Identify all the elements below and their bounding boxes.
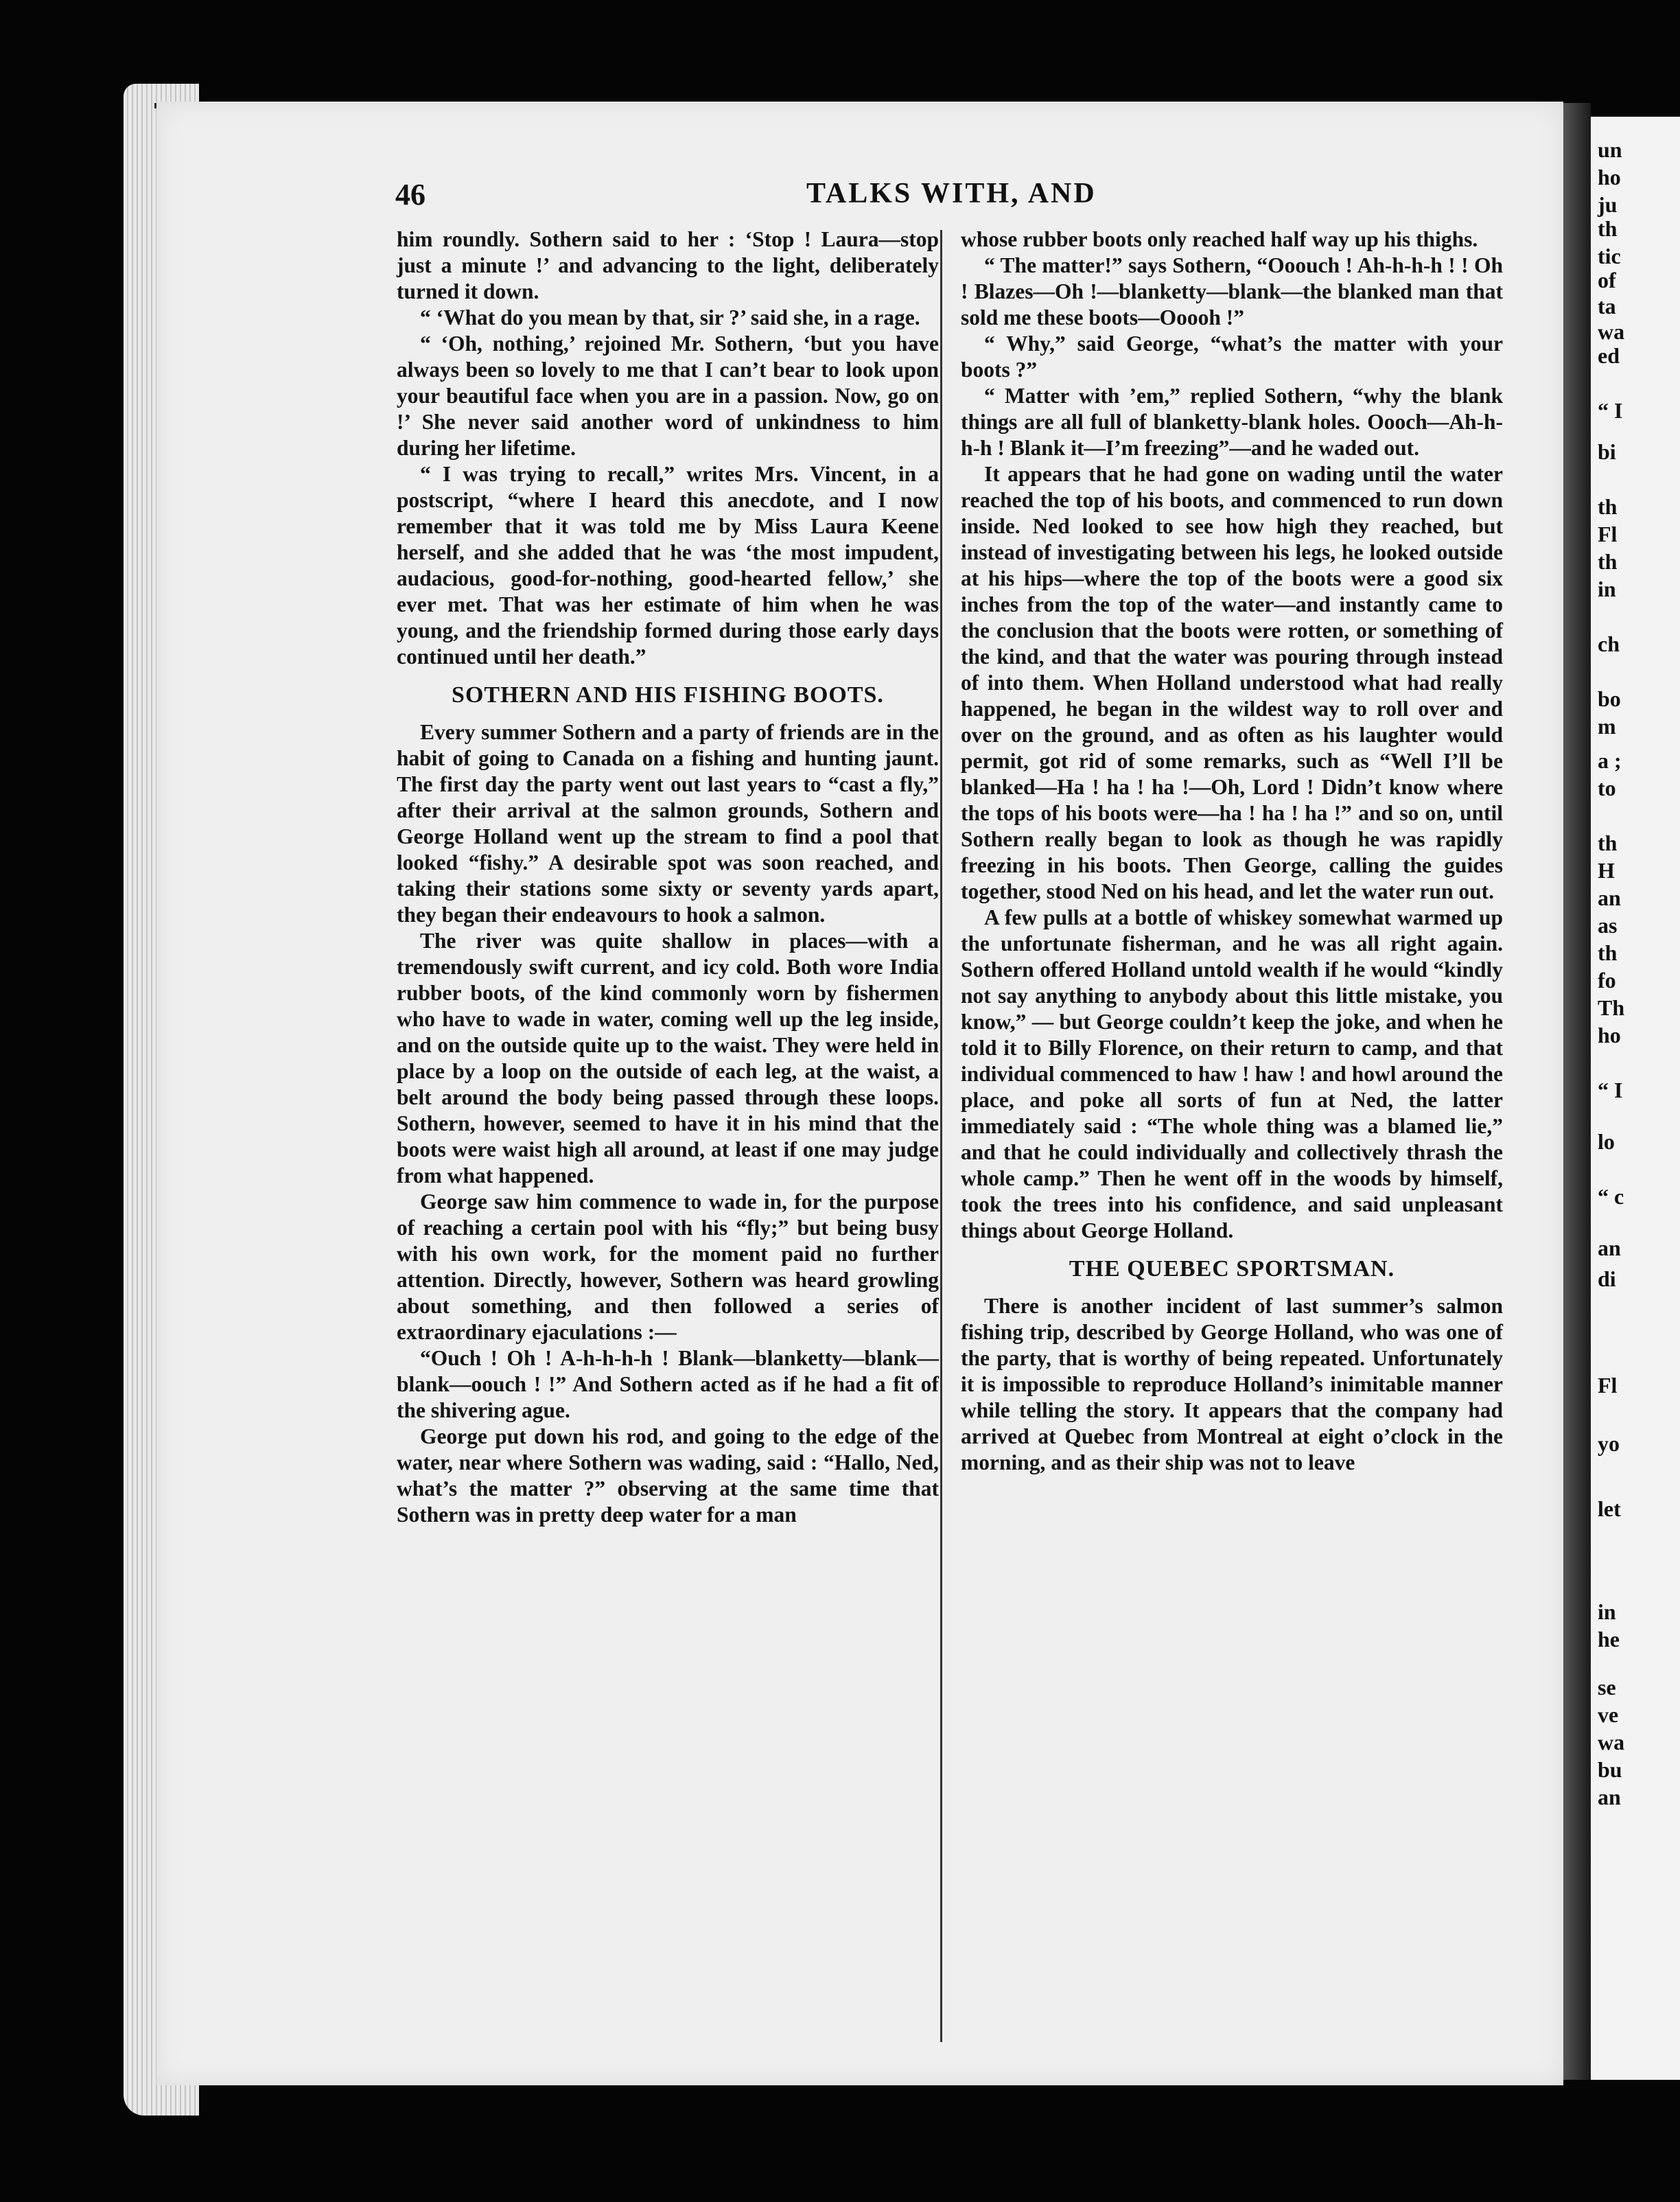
section-heading: SOTHERN AND HIS FISHING BOOTS. [452, 682, 884, 708]
paragraph: There is another incident of last summer’s salmon fishing trip, described by George Holland, who was one of the party, that is worthy of being repeated. Unfortunately it is impossible to reproduce Holland’s inimitable manner while telling the story. It appears that the company had arrived at Quebec from Montreal at eight o’clock in the morning, and as their ship was not to leave [961, 1294, 1503, 1474]
paragraph: A few pulls at a bottle of whiskey somewhat warmed up the unfortunate fisherman, and he was all right again. Sothern offered Holland untold wealth if he would “kindly not say anything to anybody about this little mistake, you know,” — but George couldn’t keep the joke, and when he told it to Billy Florence, on their return to camp, and that individual commenced to haw ! haw ! and howl around the place, and poke all sorts of fun at Ned, the latter immediately said : “The whole thing was a blamed lie,” and that he could individually and collectively thrash the whole camp.” Then he went off in the woods by himself, took the trees into his confidence, and said unpleasant things about George Holland. [961, 905, 1503, 1242]
paragraph: Every summer Sothern and a party of friends are in the habit of going to Canada on a fishing and hunting jaunt. The first day the party went out last years to “cast a fly,” after their arrival at the salmon grounds, Sothern and George Holland went up the stream to find a pool that looked “fishy.” A desirable spot was soon reached, and taking their stations some sixty or seventy yards apart, they began their endeavours to hook a salmon. [397, 720, 939, 927]
next-page-text: th [1598, 831, 1618, 855]
next-page-text: un [1598, 137, 1622, 162]
next-page-text: bu [1598, 1757, 1622, 1782]
paragraph: “ ‘Oh, nothing,’ rejoined Mr. Sothern, ‘but you have always been so lovely to me that I can’t bear to look upon your beautiful face when you are in a passion. Now, go on !’ She never said another word of unkindness to him during her lifetime. [397, 332, 939, 460]
next-page-text: let [1598, 1496, 1621, 1521]
next-page-text: bo [1598, 686, 1621, 711]
running-head: TALKS WITH, AND [806, 178, 1097, 209]
next-page-text: Fl [1598, 522, 1618, 546]
next-page-text: an [1598, 1236, 1621, 1260]
next-page-text: lo [1598, 1129, 1615, 1154]
next-page-text: “ I [1598, 1078, 1623, 1102]
next-page-text: ho [1598, 165, 1621, 189]
paragraph: “ I was trying to recall,” writes Mrs. Vincent, in a postscript, “where I heard this anecdote, and I now remember that it was told me by Miss Laura Keene herself, and she added that he was ‘the most impudent, audacious, good-for-nothing, good-hearted fellow,’ she ever met. That was her estimate of him when he was young, and the friendship formed during those early days continued until her death.” [397, 462, 939, 669]
paragraph: whose rubber boots only reached half way up his thighs. [961, 227, 1478, 251]
next-page-text: he [1598, 1627, 1620, 1652]
next-page-text: an [1598, 885, 1621, 910]
paragraph: George saw him commence to wade in, for the purpose of reaching a certain pool with his “fly;” but being busy with his own work, for the moment paid no further attention. Directly, however, Sothern was heard growling about something, and then followed a series of extraordinary ejaculations :— [397, 1190, 939, 1344]
next-page-text: “ I [1598, 398, 1623, 423]
next-page-text: th [1598, 940, 1618, 965]
next-page-text: bi [1598, 439, 1616, 464]
paragraph: George put down his rod, and going to the edge of the water, near where Sothern was wading, said : “Hallo, Ned, what’s the matter ?” observing at the same time that Sothern was in pretty deep water for a man [397, 1424, 939, 1527]
next-page-fragment [1591, 117, 1680, 2080]
paragraph: him roundly. Sothern said to her : ‘Stop ! Laura—stop just a minute !’ and advancing to the light, deliberately turned it down. [397, 227, 939, 303]
next-page-text: ed [1598, 343, 1620, 368]
next-page-text: yo [1598, 1431, 1620, 1456]
next-page-text: fo [1598, 968, 1616, 993]
next-page-text: tic [1598, 244, 1621, 268]
paragraph: “ Why,” said George, “what’s the matter with your boots ?” [961, 332, 1503, 382]
next-page-text: in [1598, 1599, 1616, 1624]
next-page-text: th [1598, 549, 1618, 574]
next-page-text: Th [1598, 995, 1625, 1020]
paragraph: “ Matter with ’em,” replied Sothern, “why the blank things are all full of blanketty-blank holes. Oooch—Ah-h-h-h ! Blank it—I’m freezing”—and he waded out. [961, 384, 1503, 460]
next-page-text: in [1598, 577, 1616, 601]
next-page-text: th [1598, 494, 1618, 519]
paragraph: “ The matter!” says Sothern, “Ooouch ! Ah-h-h-h ! ! Oh ! Blazes—Oh !—blanketty—blank—the blanked man that sold me these boots—Ooooh !” [961, 253, 1503, 329]
next-page-text: an [1598, 1785, 1621, 1809]
paragraph: The river was quite shallow in places—with a tremendously swift current, and icy cold. Both wore India rubber boots, of the kind commonly worn by fishermen who have to wade in water, coming well up the leg inside, and on the outside quite up to the waist. They were held in place by a loop on the outside of each leg, at the waist, a belt around the body being passed through these loops. Sothern, however, seemed to have it in his mind that the boots were waist high all around, at least if one may judge from what happened. [397, 929, 939, 1187]
left-column [397, 227, 939, 2052]
next-page-text: ho [1598, 1023, 1621, 1047]
next-page-text: th [1598, 216, 1618, 241]
paragraph: “Ouch ! Oh ! A-h-h-h-h ! Blank—blanketty—blank—blank—oouch ! !” And Sothern acted as if he had a fit of the shivering ague. [397, 1346, 939, 1422]
next-page-text: a ; [1598, 748, 1622, 773]
next-page-text: “ c [1598, 1184, 1624, 1209]
next-page-text: wa [1598, 1730, 1625, 1754]
next-page-text: wa [1598, 319, 1625, 344]
next-page-text: Fl [1598, 1373, 1618, 1398]
next-page-text: of [1598, 268, 1616, 292]
paragraph: “ ‘What do you mean by that, sir ?’ said she, in a rage. [420, 305, 920, 329]
next-page-text: se [1598, 1675, 1616, 1700]
column-rule [940, 230, 942, 2042]
right-column [961, 227, 1503, 2052]
paragraph: It appears that he had gone on wading until the water reached the top of his boots, and commenced to run down inside. Ned looked to see how high they reached, but instead of investigating between his legs, he looked outside at his hips—where the top of the boots were a good six inches from the top of the water—and instantly came to the conclusion that the boots were rotten, or something of the kind, and that the water was pouring through instead of into them. When Holland understood what had really happened, he began in the wildest way to roll over and over on the ground, and as often as his laughter would permit, got rid of some remarks, such as “Well I’ll be blanked—Ha ! ha ! ha !—Oh, Lord ! Didn’t know where the tops of his boots were—ha ! ha ! ha !” and so on, until Sothern really began to look as though he was rapidly freezing in his boots. Then George, calling the guides together, stood Ned on his head, and let the water run out. [961, 462, 1503, 903]
next-page-text: as [1598, 913, 1618, 938]
next-page-text: m [1598, 714, 1616, 739]
section-heading: THE QUEBEC SPORTSMAN. [1069, 1256, 1395, 1282]
next-page-text: to [1598, 776, 1616, 800]
next-page-text: ve [1598, 1702, 1619, 1727]
next-page-text: ta [1598, 294, 1616, 318]
next-page-text: ju [1598, 192, 1618, 217]
next-page-text: H [1598, 858, 1615, 883]
next-page-text: ch [1598, 631, 1620, 656]
page-number: 46 [395, 178, 425, 211]
next-page-text: di [1598, 1266, 1616, 1291]
gutter-shadow [1563, 103, 1591, 2080]
